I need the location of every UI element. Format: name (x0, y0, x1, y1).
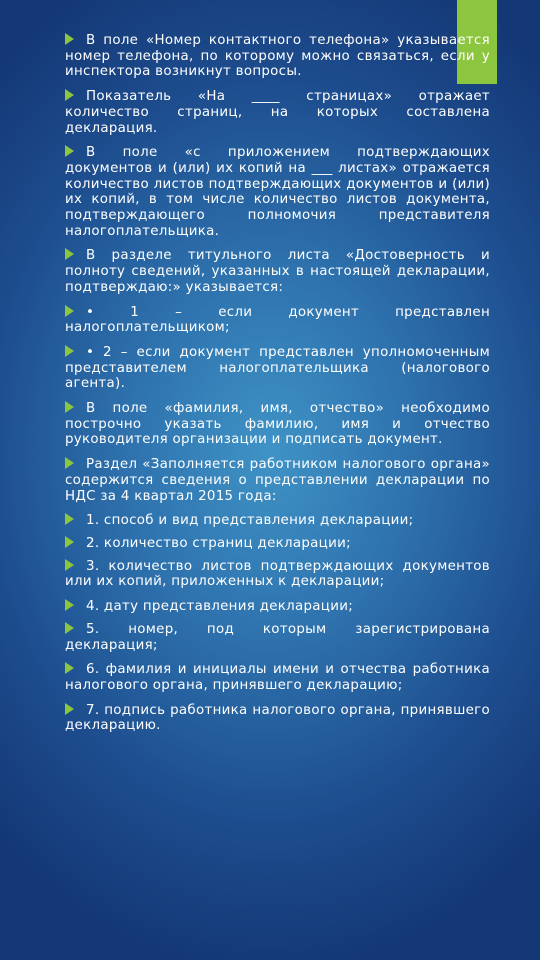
list-item-text: 7. подпись работника налогового органа, принявшего декларацию. (65, 702, 490, 734)
triangle-bullet-icon (65, 345, 74, 357)
list-item-text: В поле «Номер контактного телефона» указывается номер телефона, по которому можно связаться, если у инспектора возникнут вопросы. (65, 33, 490, 80)
triangle-bullet-icon (65, 513, 74, 525)
triangle-bullet-icon (65, 248, 74, 260)
triangle-bullet-icon (65, 305, 74, 317)
triangle-bullet-icon (65, 89, 74, 101)
list-item-text: • 2 – если документ представлен уполномоченным представителем налогоплательщика (налогового агента). (65, 344, 490, 392)
list-item-text: 3. количество листов подтверждающих документов или их копий, приложенных к декларации; (65, 558, 490, 590)
triangle-bullet-icon (65, 536, 74, 548)
list-item-text: 6. фамилия и инициалы имени и отчества работника налогового органа, принявшего декларацию; (65, 662, 490, 693)
list-item (65, 599, 490, 615)
bullet-list (65, 33, 490, 743)
list-item (65, 703, 490, 734)
list-item (65, 457, 490, 504)
triangle-bullet-icon (65, 662, 74, 674)
list-item-text: 4. дату представления декларации; (86, 599, 354, 615)
list-item-text: В разделе титульного листа «Достоверность и полноту сведений, указанных в настоящей декларации, подтверждаю:» указывается: (65, 248, 490, 295)
list-item-text: В поле «фамилия, имя, отчество» необходимо построчно указать фамилию, имя и отчество руководителя организации и подписать документ. (65, 401, 490, 448)
list-item (65, 305, 490, 336)
list-item-text: Показатель «На ____ страницах» отражает количество страниц, на которых составлена декларация. (65, 89, 490, 136)
list-item (65, 536, 490, 552)
list-item (65, 89, 490, 136)
list-item-text: 1. способ и вид представления декларации; (86, 513, 414, 529)
list-item-text: Раздел «Заполняется работником налогового органа» содержится сведения о представлении декларации по НДС за 4 квартал 2015 года: (65, 457, 490, 504)
list-item (65, 145, 490, 239)
list-item (65, 559, 490, 590)
triangle-bullet-icon (65, 703, 74, 715)
list-item (65, 401, 490, 448)
list-item (65, 345, 490, 392)
list-item-text: 5. номер, под которым зарегистрирована декларация; (65, 621, 490, 653)
triangle-bullet-icon (65, 457, 74, 469)
list-item (65, 513, 490, 529)
triangle-bullet-icon (65, 622, 74, 634)
triangle-bullet-icon (65, 33, 74, 45)
triangle-bullet-icon (65, 559, 74, 571)
list-item (65, 248, 490, 295)
list-item (65, 662, 490, 693)
triangle-bullet-icon (65, 401, 74, 413)
triangle-bullet-icon (65, 599, 74, 611)
list-item-text: В поле «с приложением подтверждающих документов и (или) их копий на ___ листах» отражается количество листов подтверждающих документов и (или) их копий, в том числе количество листов документа, подтверждающего полномочия представителя налогоплательщика. (65, 145, 490, 239)
triangle-bullet-icon (65, 145, 74, 157)
list-item (65, 622, 490, 653)
list-item (65, 33, 490, 80)
list-item-text: 2. количество страниц декларации; (86, 535, 351, 551)
list-item-text: • 1 – если документ представлен налогоплательщиком; (65, 304, 490, 336)
